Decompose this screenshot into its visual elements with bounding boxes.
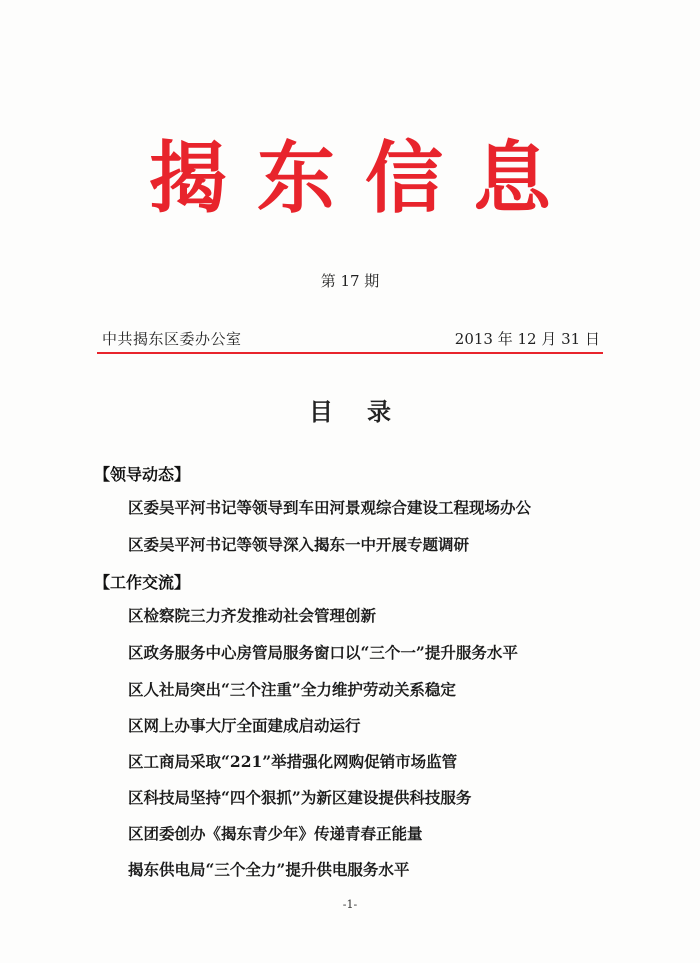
toc-item: 区团委创办《揭东青少年》传递青春正能量: [128, 824, 423, 843]
section-heading-leadership: 【领导动态】: [94, 465, 191, 484]
toc-item: 区工商局采取“221”举措强化网购促销市场监管: [128, 752, 458, 771]
masthead-title: 揭东信息: [148, 133, 581, 224]
toc-item: 区网上办事大厅全面建成启动运行: [128, 716, 361, 735]
toc-item: 区政务服务中心房管局服务窗口以“三个一”提升服务水平: [128, 643, 518, 662]
page-number: -1-: [342, 898, 358, 911]
issue-number: 第 17 期: [320, 272, 380, 290]
issuing-office: 中共揭东区委办公室: [102, 330, 242, 348]
toc-item: 揭东供电局“三个全力”提升供电服务水平: [128, 860, 410, 879]
issue-date: 2013 年 12 月 31 日: [454, 330, 600, 348]
section-heading-work-exchange: 【工作交流】: [94, 573, 191, 592]
red-divider-rule: [97, 352, 603, 354]
toc-item: 区委吴平河书记等领导到车田河景观综合建设工程现场办公: [128, 498, 532, 517]
toc-item: 区检察院三力齐发推动社会管理创新: [128, 606, 377, 625]
toc-item: 区委吴平河书记等领导深入揭东一中开展专题调研: [128, 535, 470, 554]
toc-item: 区人社局突出“三个注重”全力维护劳动关系稳定: [128, 680, 456, 699]
toc-item: 区科技局坚持“四个狠抓”为新区建设提供科技服务: [128, 788, 472, 807]
toc-title: 目录: [309, 397, 425, 426]
